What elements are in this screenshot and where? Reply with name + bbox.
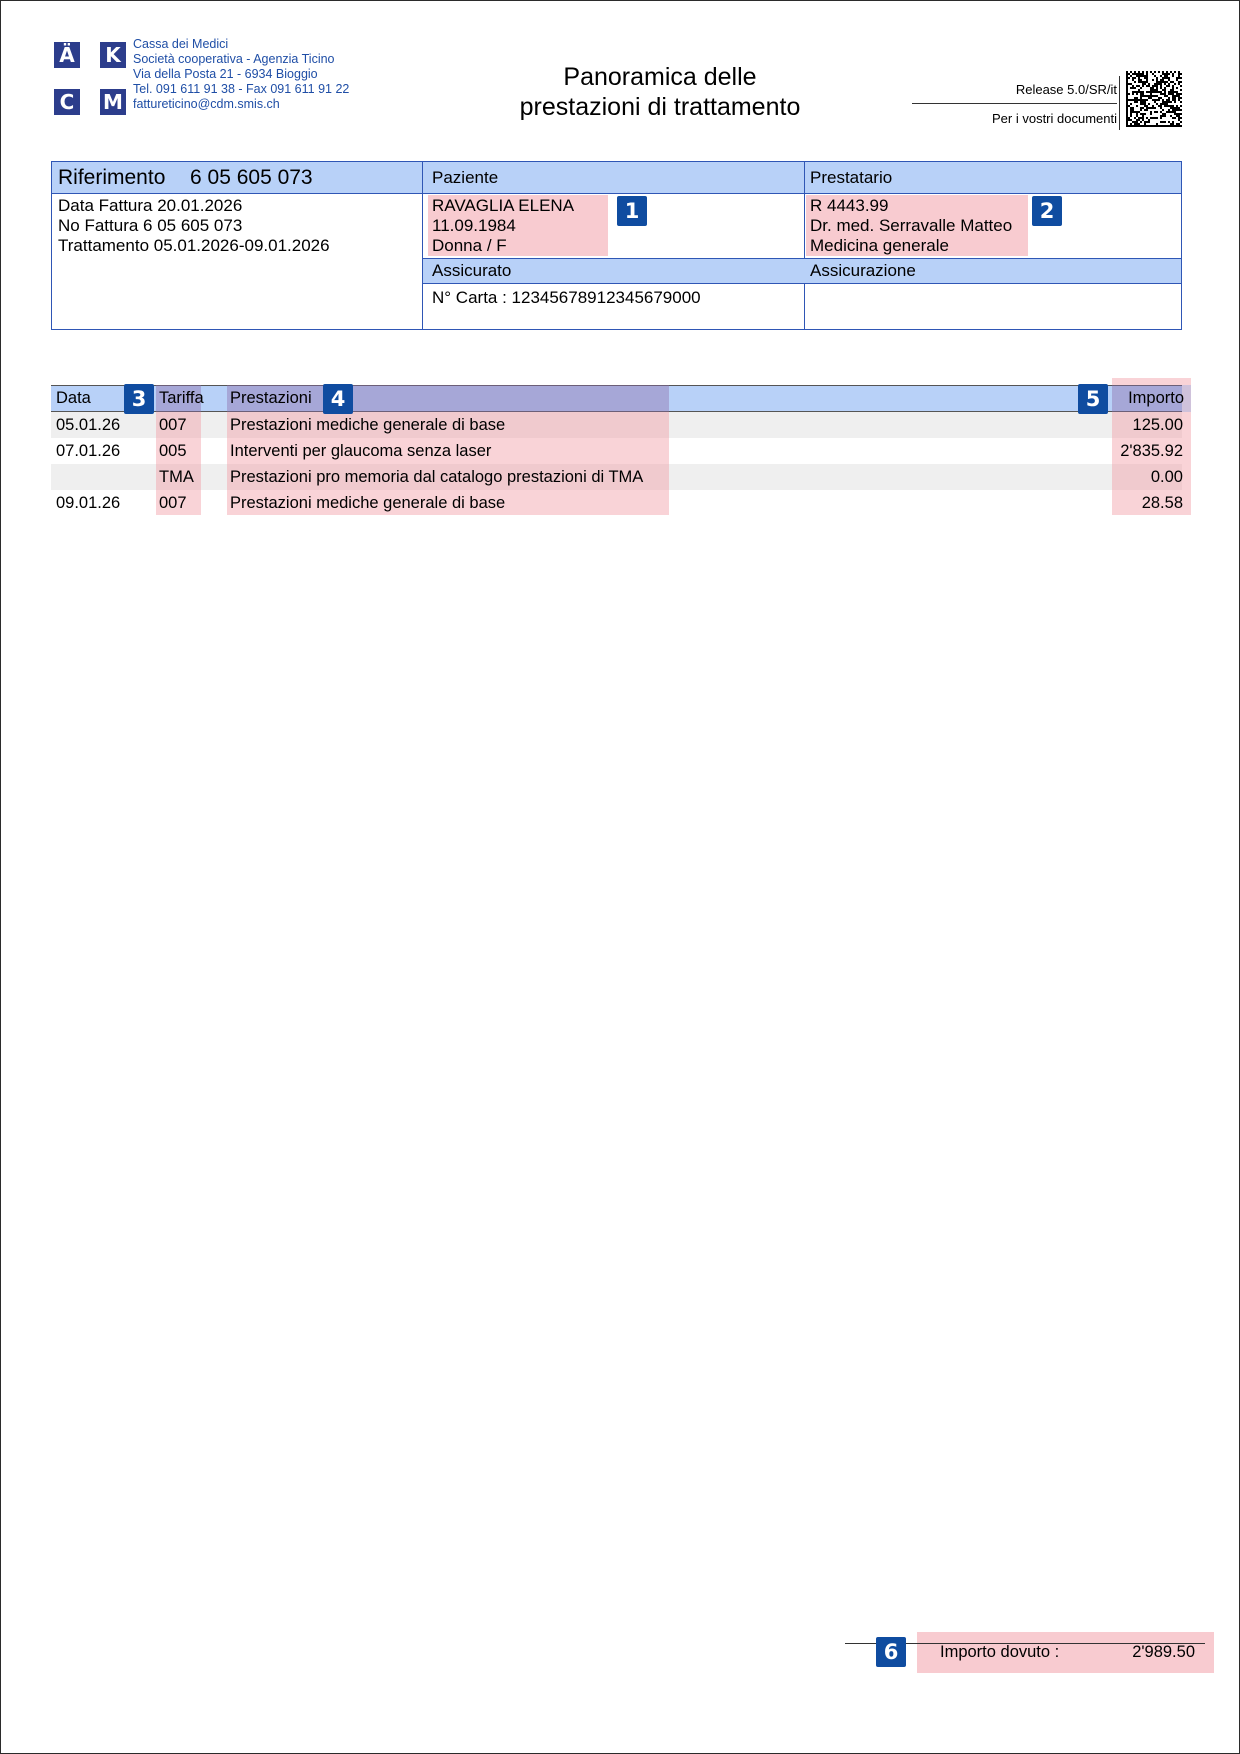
divider (423, 283, 1181, 284)
company-type: Società cooperativa - Agenzia Ticino (133, 52, 335, 66)
insured-header-row (423, 258, 1181, 283)
provider-specialty: Medicina generale (810, 236, 949, 255)
cdm-logo (54, 42, 130, 118)
row-amount: 28.58 (1141, 494, 1183, 512)
row-tariff: 007 (159, 494, 187, 512)
reference-label: Riferimento (58, 166, 166, 189)
insured-label: Assicurato (432, 261, 512, 280)
treatment-period: Trattamento 05.01.2026-09.01.2026 (58, 236, 330, 255)
header-tariff: Tariffa (159, 389, 204, 407)
company-email: fattureticino@cdm.smis.ch (133, 97, 280, 111)
provider-name: Dr. med. Serravalle Matteo (810, 216, 1013, 235)
logo-letter: Ä (54, 42, 80, 68)
provider-label: Prestatario (810, 168, 893, 187)
row-tariff: 007 (159, 416, 187, 434)
logo-letter: K (100, 42, 126, 68)
row-date: 09.01.26 (56, 494, 121, 512)
header-amount: Importo (1128, 389, 1184, 407)
marker-badge: 4 (323, 384, 353, 414)
company-street: Via della Posta 21 - 6934 Bioggio (133, 67, 318, 81)
row-date: 05.01.26 (56, 416, 121, 434)
title-line-2: prestazioni di trattamento (519, 93, 801, 121)
reference-number: 6 05 605 073 (190, 166, 313, 189)
row-date: 07.01.26 (56, 442, 121, 460)
marker-badge: 3 (124, 384, 154, 414)
title-line-1: Panoramica delle (563, 63, 757, 91)
header-date: Data (56, 389, 91, 407)
release-version: Release 5.0/SR/it (1015, 82, 1117, 97)
patient-name: RAVAGLIA ELENA (432, 196, 575, 215)
row-service: Interventi per glaucoma senza laser (230, 442, 492, 460)
row-service: Prestazioni mediche generale di base (230, 494, 506, 512)
divider (912, 103, 1117, 104)
total-label: Importo dovuto : (940, 1643, 1060, 1661)
marker-badge: 2 (1032, 196, 1062, 226)
company-address (133, 37, 349, 112)
marker-badge: 5 (1078, 384, 1108, 414)
header-service: Prestazioni (230, 389, 312, 407)
row-service: Prestazioni pro memoria dal catalogo prestazioni di TMA (230, 468, 644, 486)
row-amount: 125.00 (1132, 416, 1183, 434)
logo-letter: C (54, 89, 80, 115)
amount-top-highlight (1112, 378, 1191, 385)
info-table (51, 161, 1182, 330)
provider-id: R 4443.99 (810, 196, 889, 215)
divider (804, 162, 805, 329)
logo-letter: M (100, 89, 126, 115)
patient-label: Paziente (432, 168, 499, 187)
company-phone: Tel. 091 611 91 38 - Fax 091 611 91 22 (133, 82, 350, 96)
patient-sex: Donna / F (432, 236, 507, 255)
divider (1119, 76, 1120, 130)
company-name: Cassa dei Medici (133, 37, 229, 51)
row-amount: 0.00 (1150, 468, 1183, 486)
divider (52, 193, 1181, 194)
row-tariff: 005 (159, 442, 187, 460)
divider (423, 258, 1181, 259)
patient-birthdate: 11.09.1984 (432, 216, 516, 235)
marker-badge: 6 (876, 1637, 906, 1667)
row-amount: 2'835.92 (1120, 442, 1183, 460)
insurance-label: Assicurazione (810, 261, 916, 280)
invoice-number: No Fattura 6 05 605 073 (58, 216, 243, 235)
page-title (480, 62, 840, 122)
row-tariff: TMA (159, 468, 194, 486)
invoice-date: Data Fattura 20.01.2026 (58, 196, 243, 215)
total-amount: 2'989.50 (1132, 1643, 1195, 1661)
qr-code-icon (1126, 71, 1182, 127)
row-service: Prestazioni mediche generale di base (230, 416, 506, 434)
marker-badge: 1 (617, 196, 647, 226)
divider (422, 162, 423, 329)
release-note: Per i vostri documenti (992, 111, 1117, 126)
insured-card-number: N° Carta : 12345678912345679000 (432, 288, 701, 307)
